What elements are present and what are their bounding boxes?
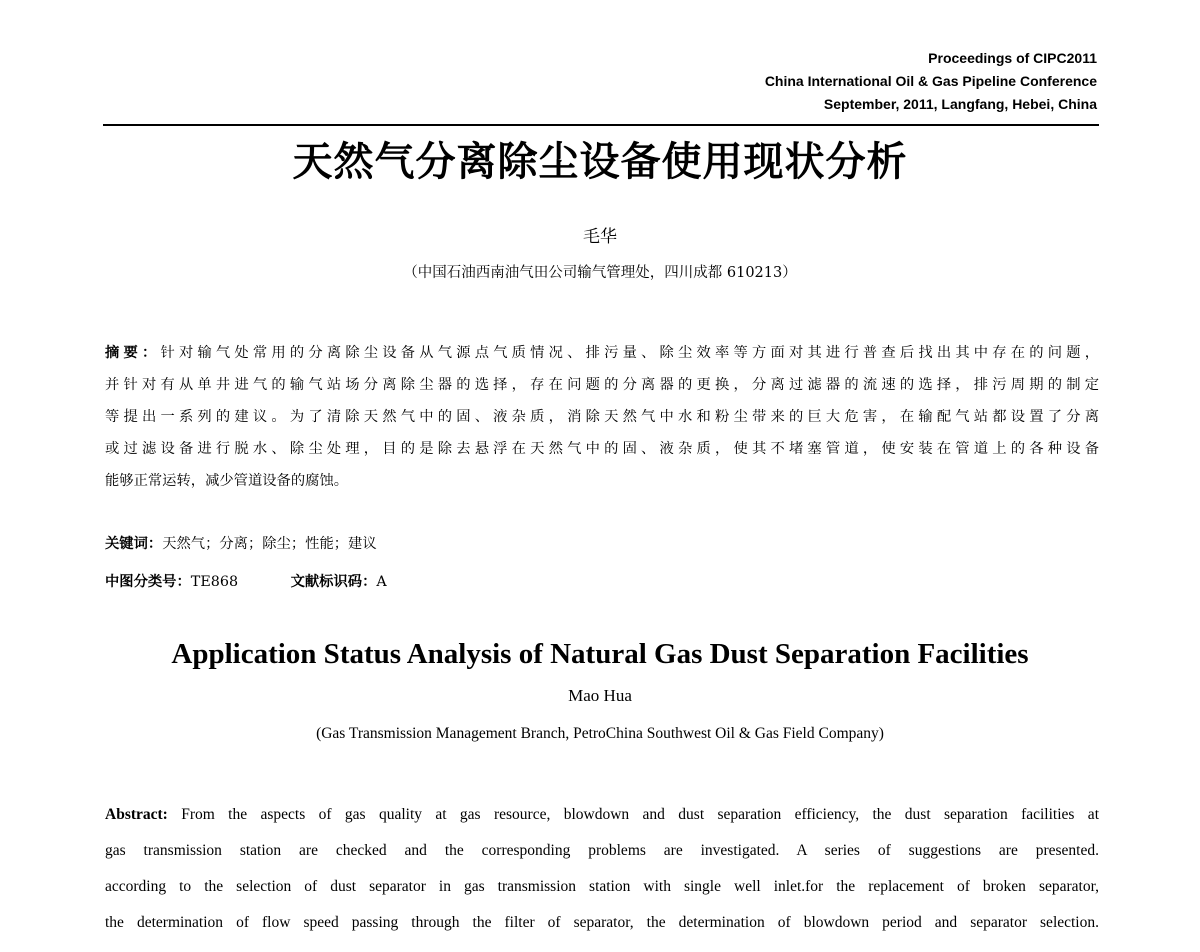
author-english: Mao Hua [568,686,632,705]
abstract-cn-line-2: 并针对有从单井进气的输气站场分离除尘器的选择，存在问题的分离器的更换，分离过滤器的流速的选择，排污周期的制定 [105,377,1099,393]
classification-chinese [105,569,387,595]
title-chinese: 天然气分离除尘设备使用现状分析 [292,139,908,185]
doc-code-label: 文献标识码： [290,574,377,590]
abstract-cn-line-3: 等提出一系列的建议。为了清除天然气中的固、液杂质，消除天然气中水和粉尘带来的巨大危害，在输配气站都设置了分离 [105,409,1099,425]
abstract-english [105,797,1099,941]
clc-label: 中图分类号： [105,574,191,590]
doc-code-value: A [376,574,387,590]
keywords-value: 天然气；分离；除尘；性能；建议 [162,536,377,552]
abstract-en-text-1: From the aspects of gas quality at gas resource, blowdown and dust separation efficiency, the dust separation facilities at [181,806,1099,823]
keywords-label: 关键词： [105,536,163,552]
affiliation-english: (Gas Transmission Management Branch, PetroChina Southwest Oil & Gas Field Company) [316,725,884,742]
abstract-en-line-3: according to the selection of dust separator in gas transmission station with single well inlet.for the replacement of broken separator, [105,878,1099,895]
abstract-en-line-2: gas transmission station are checked and the corresponding problems are investigated. A series of suggestions are presented. [105,842,1099,859]
conference-header [765,47,1097,116]
keywords-chinese [105,531,377,557]
title-english: Application Status Analysis of Natural Gas Dust Separation Facilities [171,638,1029,670]
abstract-chinese [105,337,1099,497]
affiliation-chinese: （中国石油西南油气田公司输气管理处，四川成都 610213） [403,265,797,281]
author-chinese: 毛华 [583,227,617,247]
proceedings-line: Proceedings of CIPC2011 [928,50,1097,66]
conference-name-line: China International Oil & Gas Pipeline Conference [764,73,1097,89]
abstract-cn-line-4: 或过滤设备进行脱水、除尘处理，目的是除去悬浮在天然气中的固、液杂质，使其不堵塞管道，使安装在管道上的各种设备 [105,441,1099,457]
abstract-cn-label: 摘要： [105,345,161,361]
abstract-cn-line-5: 能够正常运转，减少管道设备的腐蚀。 [105,473,349,489]
abstract-cn-text-1: 针对输气处常用的分离除尘设备从气源点气质情况、排污量、除尘效率等方面对其进行普查后找出其中存在的问题， [160,345,1100,361]
abstract-en-label: Abstract: [105,806,168,823]
date-place-line: September, 2011, Langfang, Hebei, China [823,96,1097,112]
abstract-cn-line-1 [105,337,1099,369]
abstract-en-line-4: the determination of flow speed passing through the filter of separator, the determination of blowdown period and separator selection. [105,914,1099,931]
header-rule [103,124,1099,126]
abstract-en-line-1 [105,797,1099,833]
clc-value: TE868 [190,574,239,590]
